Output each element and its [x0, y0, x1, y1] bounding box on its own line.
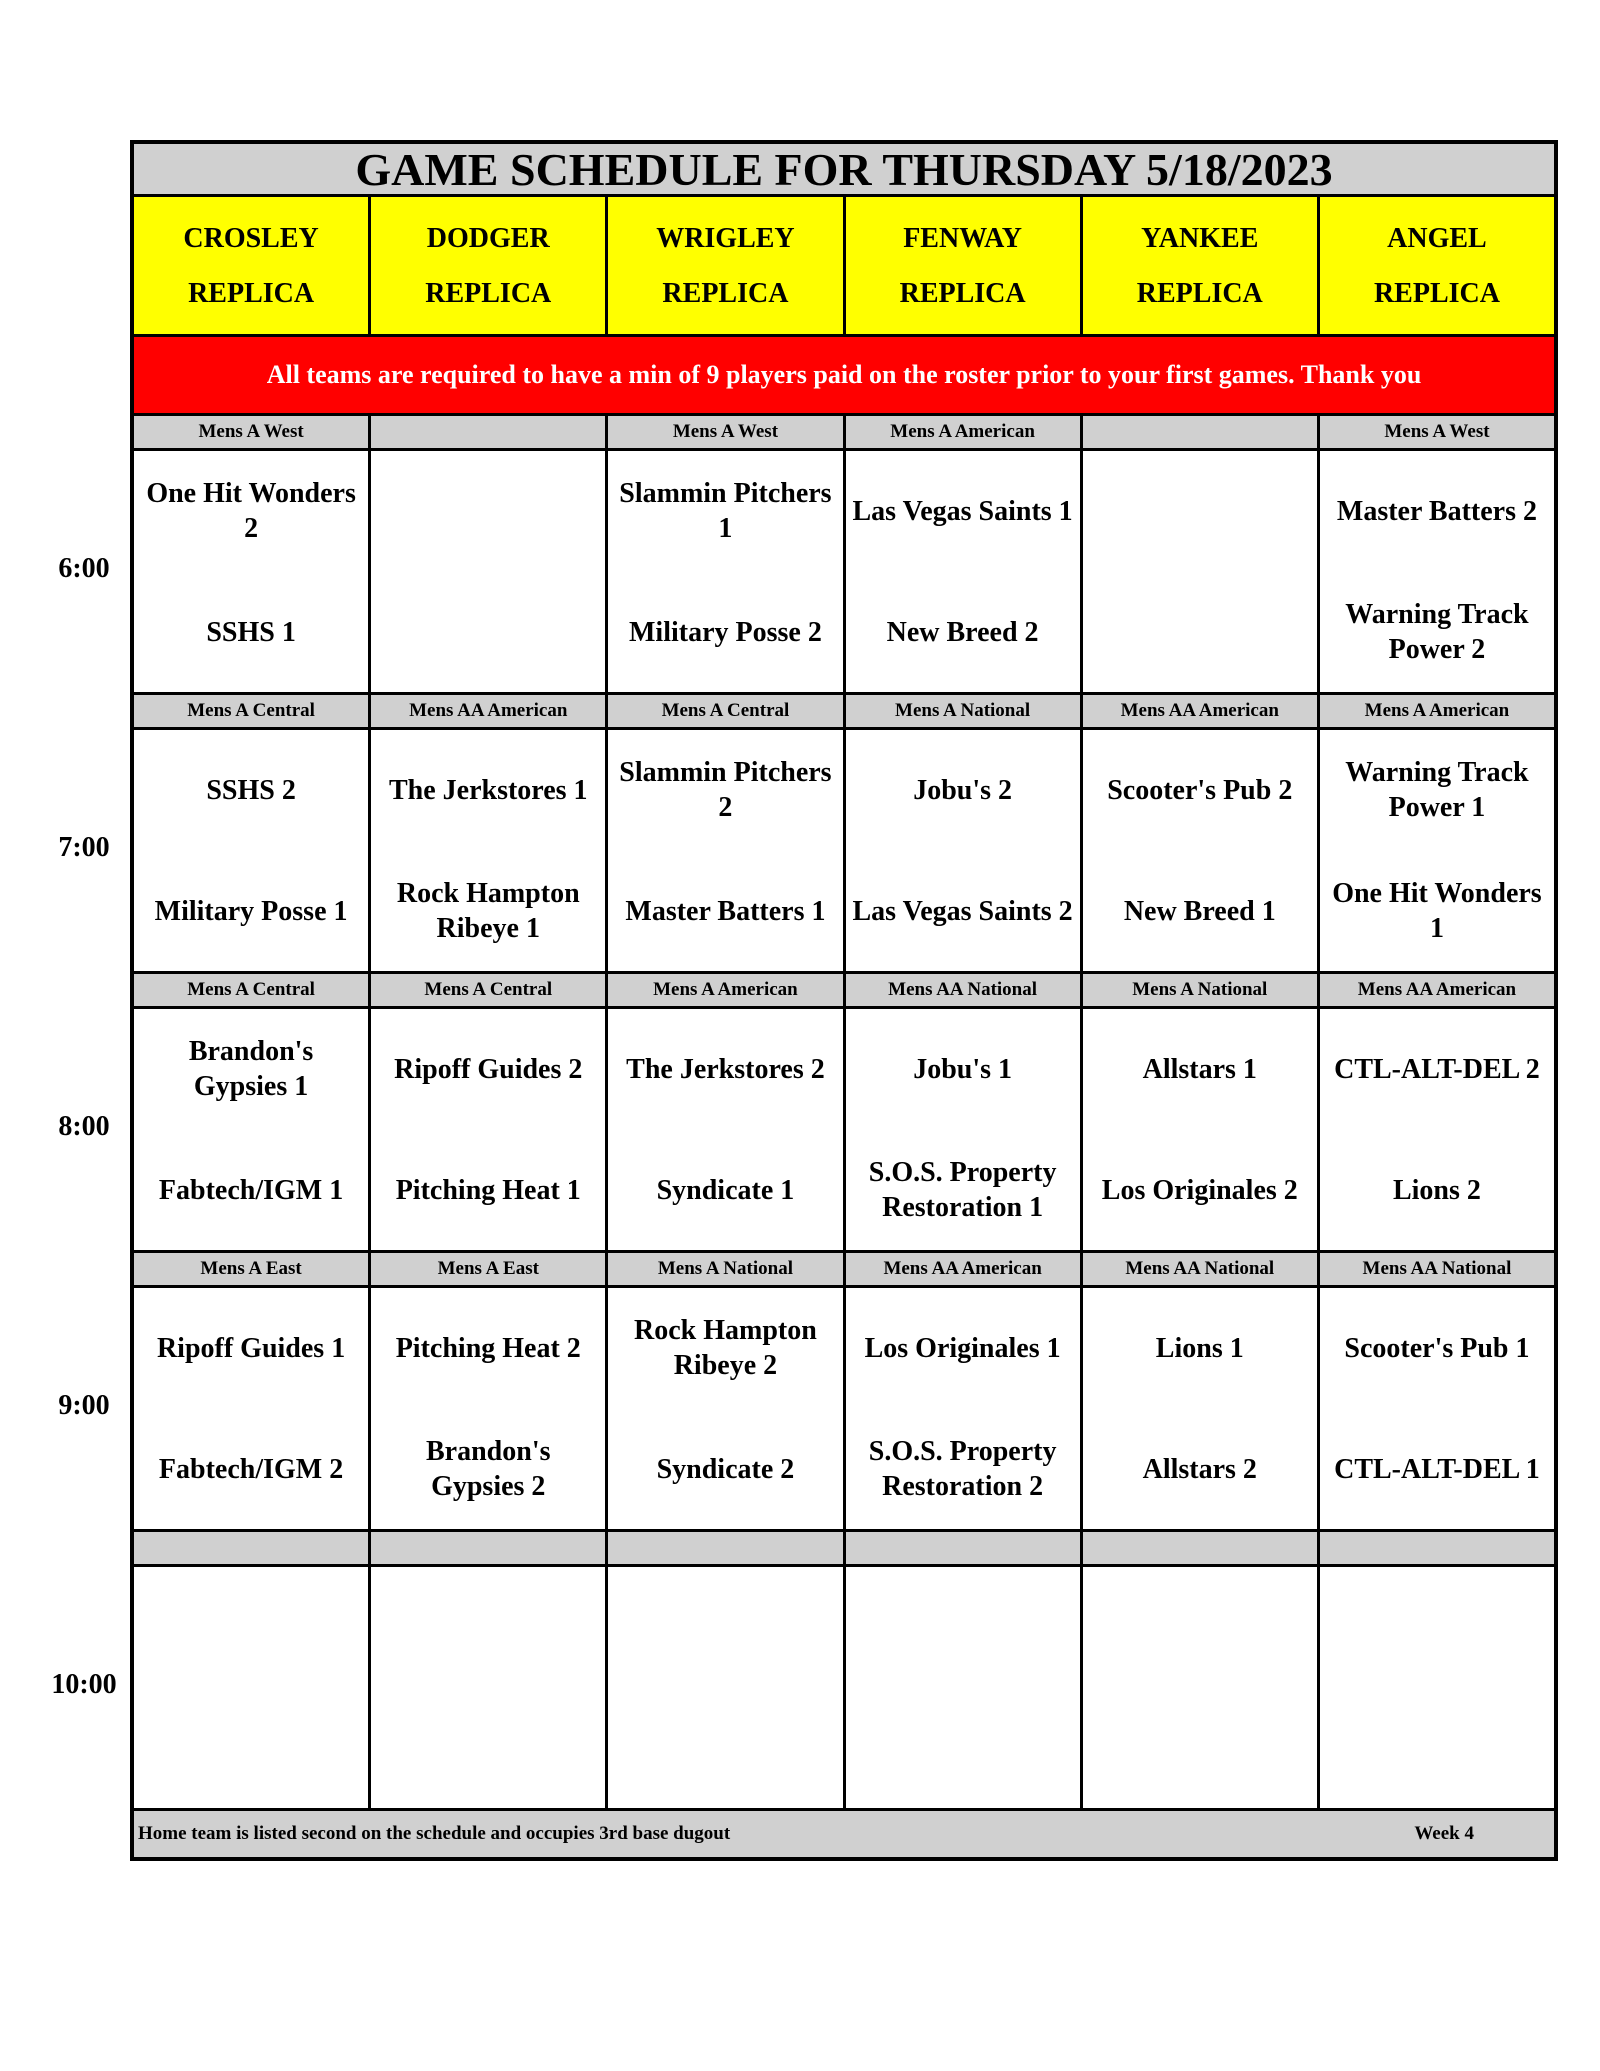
away-team: Las Vegas Saints 1	[852, 495, 1073, 527]
game-cell	[134, 730, 371, 971]
away-team	[377, 1587, 599, 1667]
division-label	[371, 416, 608, 448]
field-header	[608, 197, 845, 334]
schedule-footer	[134, 1811, 1554, 1857]
field-name: ANGEL	[1387, 222, 1487, 254]
home-team: S.O.S. Property Restoration 1	[868, 1157, 1057, 1223]
schedule-title: GAME SCHEDULE FOR THURSDAY 5/18/2023	[134, 144, 1554, 197]
division-label: Mens AA National	[1362, 1258, 1512, 1279]
home-team: One Hit Wonders 1	[1332, 878, 1542, 944]
field-type: REPLICA	[425, 277, 552, 309]
division-label: Mens A Central	[134, 695, 371, 727]
game-cell	[1083, 1288, 1320, 1529]
division-label: Mens A East	[371, 1253, 608, 1285]
field-name: DODGER	[426, 222, 550, 254]
game-cell	[1320, 1567, 1554, 1808]
division-label: Mens A American	[608, 974, 845, 1006]
division-label: Mens AA American	[371, 695, 608, 727]
schedule-table	[130, 140, 1558, 1861]
home-team	[852, 1708, 1074, 1788]
division-label: Mens A National	[1083, 974, 1320, 1006]
away-team: Rock Hampton Ribeye 2	[634, 1315, 817, 1381]
home-team	[377, 1708, 599, 1788]
away-team: Scooter's Pub 2	[1107, 774, 1293, 806]
game-cell	[134, 1567, 371, 1808]
away-team: Slammin Pitchers 1	[619, 478, 832, 544]
division-label: Mens AA American	[846, 1253, 1083, 1285]
division-label: Mens A Central	[371, 974, 608, 1006]
game-cell	[1320, 451, 1554, 692]
home-team: Fabtech/IGM 1	[158, 1174, 344, 1206]
time-label: 10:00	[51, 1669, 117, 1700]
games-row	[134, 451, 1554, 695]
away-team	[140, 1587, 362, 1667]
division-label	[134, 1532, 371, 1564]
away-team: Ripoff Guides 2	[394, 1053, 583, 1085]
time-slots	[134, 416, 1554, 1811]
field-name: WRIGLEY	[656, 222, 795, 254]
away-team	[852, 1587, 1074, 1667]
field-name: FENWAY	[903, 222, 1022, 254]
away-team: Allstars 1	[1142, 1053, 1257, 1085]
home-team: Lions 2	[1392, 1174, 1481, 1206]
home-team	[614, 1708, 836, 1788]
away-team: One Hit Wonders 2	[146, 478, 356, 544]
game-cell	[1320, 730, 1554, 971]
division-label: Mens AA National	[1083, 1253, 1320, 1285]
field-type: REPLICA	[188, 277, 315, 309]
home-team	[1326, 1708, 1548, 1788]
game-cell	[1083, 1567, 1320, 1808]
home-team: S.O.S. Property Restoration 2	[868, 1436, 1057, 1502]
away-team: Jobu's 1	[913, 1053, 1013, 1085]
division-label: Mens A Central	[608, 695, 845, 727]
home-team: Los Originales 2	[1101, 1174, 1298, 1206]
game-cell	[1083, 1009, 1320, 1250]
division-label: Mens A West	[1384, 421, 1490, 442]
game-cell	[134, 1288, 371, 1529]
division-label: Mens A American	[846, 416, 1083, 448]
away-team	[377, 471, 599, 551]
home-team: Allstars 2	[1142, 1453, 1257, 1485]
time-label: 7:00	[58, 832, 110, 863]
game-cell	[371, 1567, 608, 1808]
away-team: Los Originales 1	[864, 1332, 1061, 1364]
field-name: YANKEE	[1141, 222, 1259, 254]
home-team: Military Posse 1	[154, 895, 348, 927]
game-cell	[608, 451, 845, 692]
home-team: Pitching Heat 1	[395, 1174, 581, 1206]
away-team: The Jerkstores 1	[388, 774, 588, 806]
game-cell	[134, 1009, 371, 1250]
home-team: Rock Hampton Ribeye 1	[396, 878, 580, 944]
division-label	[1320, 1532, 1554, 1564]
home-team: New Breed 2	[886, 616, 1039, 648]
division-label: Mens AA American	[1357, 979, 1517, 1000]
game-cell	[1083, 451, 1320, 692]
field-header-row	[134, 197, 1554, 337]
games-row	[134, 1009, 1554, 1253]
home-team-note: Home team is listed second on the schedule and occupies 3rd base dugout	[138, 1823, 731, 1844]
field-type: REPLICA	[899, 277, 1026, 309]
division-row	[134, 1253, 1554, 1288]
games-row	[134, 1288, 1554, 1532]
division-row	[134, 1532, 1554, 1567]
game-cell	[846, 1009, 1083, 1250]
away-team: Ripoff Guides 1	[156, 1332, 346, 1364]
away-team: Lions 1	[1155, 1332, 1244, 1364]
division-label: Mens A National	[608, 1253, 845, 1285]
home-team	[1089, 592, 1311, 672]
home-team	[140, 1708, 362, 1788]
game-cell	[371, 1288, 608, 1529]
game-cell	[608, 1567, 845, 1808]
field-type: REPLICA	[662, 277, 789, 309]
away-team: Brandon's Gypsies 1	[188, 1036, 314, 1102]
division-row	[134, 974, 1554, 1009]
game-cell	[846, 730, 1083, 971]
division-label: Mens AA National	[846, 974, 1083, 1006]
home-team: New Breed 1	[1123, 895, 1276, 927]
division-row	[134, 416, 1554, 451]
game-cell	[371, 451, 608, 692]
game-cell	[608, 730, 845, 971]
game-cell	[608, 1288, 845, 1529]
field-type: REPLICA	[1373, 277, 1500, 309]
away-team: SSHS 2	[206, 774, 296, 806]
division-label: Mens A East	[134, 1253, 371, 1285]
away-team	[614, 1587, 836, 1667]
games-row	[134, 730, 1554, 974]
home-team: Military Posse 2	[629, 616, 822, 648]
away-team: CTL-ALT-DEL 2	[1334, 1053, 1540, 1085]
game-cell	[846, 1288, 1083, 1529]
field-header	[1320, 197, 1554, 334]
division-label: Mens A American	[1364, 700, 1510, 721]
home-team: Warning Track Power 2	[1345, 599, 1529, 665]
game-cell	[371, 730, 608, 971]
week-label: Week 4	[1414, 1823, 1474, 1844]
division-label: Mens A National	[846, 695, 1083, 727]
home-team	[377, 592, 599, 672]
time-label: 6:00	[58, 553, 110, 584]
field-header	[371, 197, 608, 334]
game-cell	[371, 1009, 608, 1250]
home-team	[1089, 1708, 1311, 1788]
field-name: CROSLEY	[183, 222, 319, 254]
away-team: Warning Track Power 1	[1345, 757, 1529, 823]
home-team: Brandon's Gypsies 2	[426, 1436, 551, 1502]
home-team: Fabtech/IGM 2	[158, 1453, 344, 1485]
away-team	[1326, 1587, 1548, 1667]
field-header	[1083, 197, 1320, 334]
division-label: Mens AA American	[1083, 695, 1320, 727]
division-label	[371, 1532, 608, 1564]
game-cell	[846, 451, 1083, 692]
time-label: 8:00	[58, 1111, 110, 1142]
home-team: Syndicate 1	[656, 1174, 795, 1206]
game-cell	[1320, 1288, 1554, 1529]
time-label: 9:00	[58, 1390, 110, 1421]
field-header	[134, 197, 371, 334]
away-team: The Jerkstores 2	[626, 1053, 825, 1085]
division-label: Mens A Central	[134, 974, 371, 1006]
division-label: Mens A West	[608, 416, 845, 448]
division-label: Mens A West	[134, 416, 371, 448]
field-header	[846, 197, 1083, 334]
field-type: REPLICA	[1136, 277, 1263, 309]
division-row	[134, 695, 1554, 730]
away-team	[1089, 471, 1311, 551]
division-label	[846, 1532, 1083, 1564]
game-cell	[608, 1009, 845, 1250]
home-team: SSHS 1	[206, 616, 296, 648]
home-team: Syndicate 2	[656, 1453, 795, 1485]
division-label	[1083, 1532, 1320, 1564]
away-team: Scooter's Pub 1	[1344, 1332, 1530, 1364]
roster-notice: All teams are required to have a min of 9 players paid on the roster prior to your first games. Thank you	[134, 337, 1554, 416]
division-label	[1083, 416, 1320, 448]
away-team	[1089, 1587, 1311, 1667]
away-team: Jobu's 2	[913, 774, 1013, 806]
home-team: CTL-ALT-DEL 1	[1334, 1453, 1540, 1485]
away-team: Pitching Heat 2	[395, 1332, 581, 1364]
game-cell	[1320, 1009, 1554, 1250]
game-cell	[846, 1567, 1083, 1808]
game-cell	[134, 451, 371, 692]
game-cell	[1083, 730, 1320, 971]
home-team: Master Batters 1	[625, 895, 826, 927]
games-row	[134, 1567, 1554, 1811]
division-label	[608, 1532, 845, 1564]
away-team: Master Batters 2	[1336, 495, 1537, 527]
away-team: Slammin Pitchers 2	[619, 757, 832, 823]
home-team: Las Vegas Saints 2	[852, 895, 1073, 927]
